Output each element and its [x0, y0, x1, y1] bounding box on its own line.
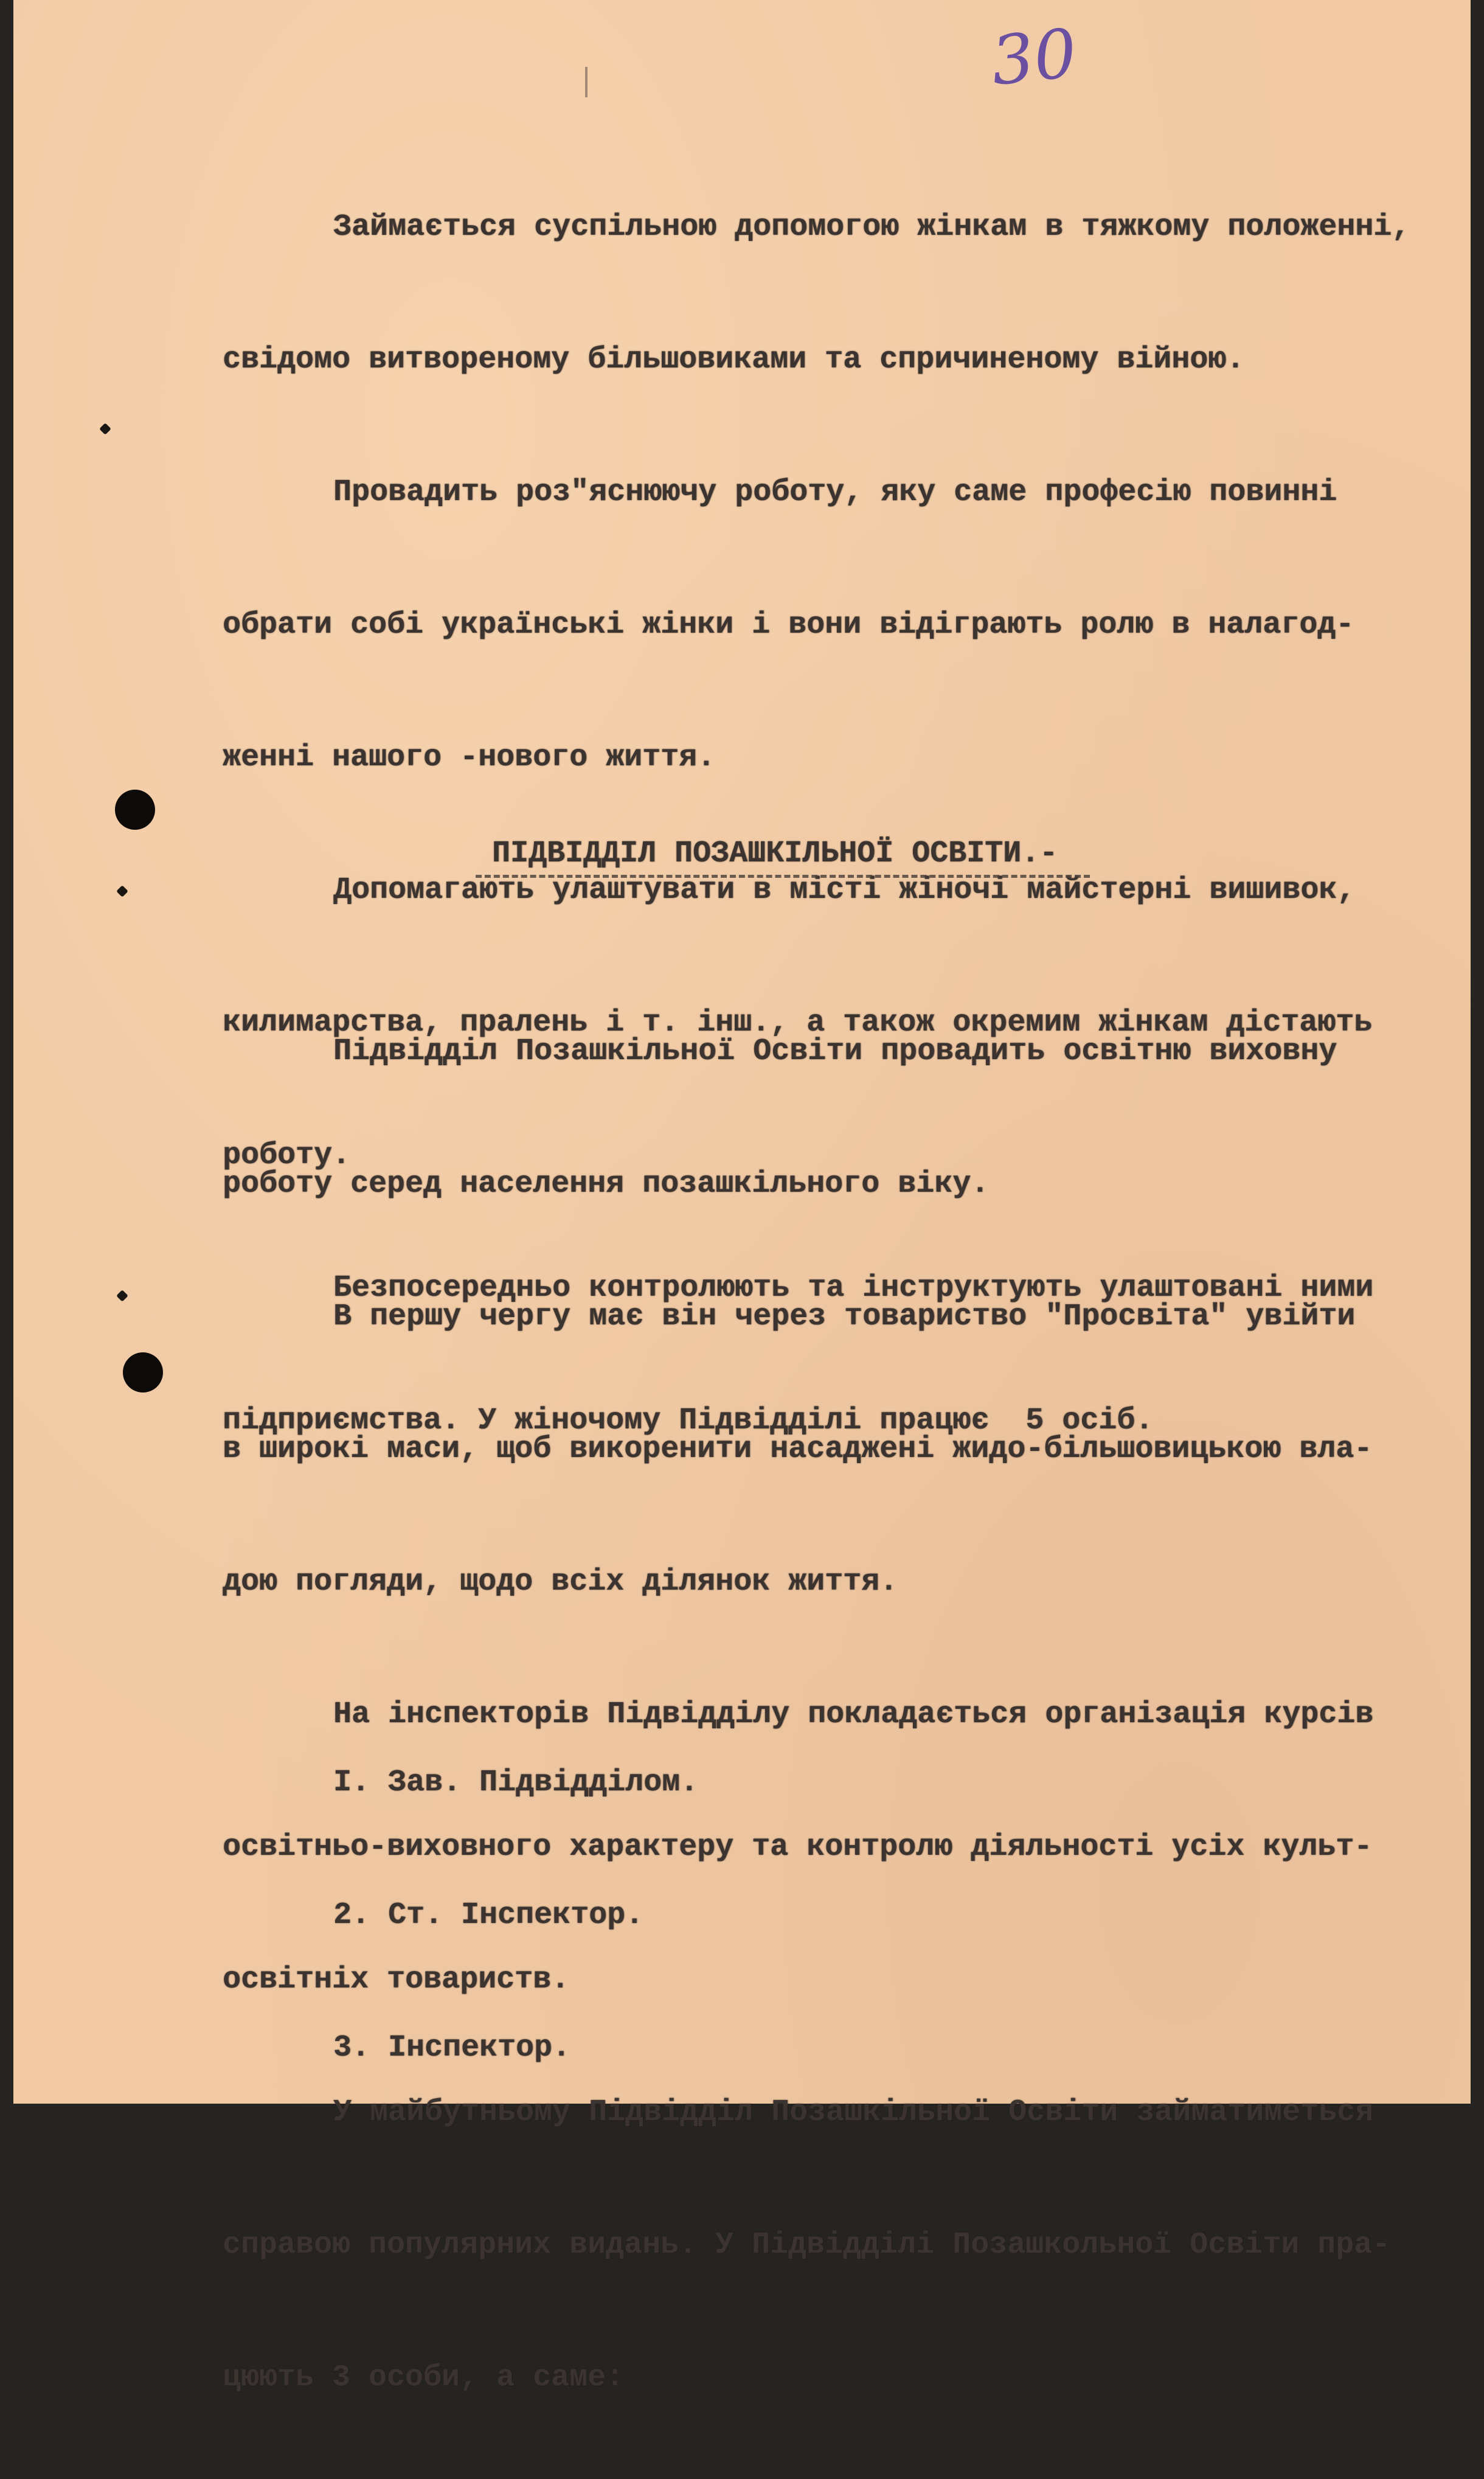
text-line: роботу серед населення позашкільного віку. — [223, 1167, 990, 1201]
staff-list — [223, 1682, 698, 2149]
text-line: освітніх товариств. — [223, 1963, 570, 1997]
heading-underline — [476, 875, 1090, 878]
staff-list-item: 2. Ст. Інспектор. — [333, 1898, 644, 1933]
text-line: У майбутньому Підвідділ Позашкільної Освіти займатиметься — [333, 2095, 1374, 2130]
text-line: дою погляди, щодо всіх ділянок життя. — [223, 1565, 898, 1599]
text-line: женні нашого -нового життя. — [223, 740, 716, 775]
punch-hole — [123, 1352, 163, 1392]
text-line: Допомагають улаштувати в місті жіночі майстерні вишивок, — [333, 873, 1356, 908]
text-line: в широкі маси, щоб викоренити насаджені жидо-більшовицькою вла- — [223, 1432, 1373, 1467]
document-page — [13, 0, 1471, 2395]
text-line: свідомо витвореному більшовиками та спричиненому війною. — [223, 342, 1245, 377]
staff-list-item: 3. Інспектор. — [333, 2031, 571, 2065]
text-line: підприємства. У жіночому Підвідділі працює 5 осіб. — [223, 1403, 1154, 1438]
text-line: справою популярних видань. У Підвідділі Позашкольної Освіти пра- — [223, 2228, 1391, 2262]
section-heading: ПІДВІДДІЛ ПОЗАШКІЛЬНОЇ ОСВІТИ.- — [492, 836, 1058, 871]
text-line: В першу чергу має він через товариство "Просвіта" увійти — [333, 1299, 1356, 1334]
paper-mark — [116, 1290, 128, 1302]
paper-mark — [99, 423, 111, 435]
text-line: Займається суспільною допомогою жінкам в тяжкому положенні, — [333, 210, 1410, 245]
text-line: Підвідділ Позашкільної Освіти провадить освітню виховну — [333, 1034, 1337, 1069]
text-line: цюють 3 особи, а саме: — [223, 2360, 625, 2395]
paper-mark — [585, 67, 588, 97]
punch-hole — [115, 790, 155, 830]
text-line: Безпосередньо контролюють та інструктують улаштовані ними — [333, 1271, 1374, 1306]
text-line: килимарства, пралень і т. інш., а також окремим жінкам дістають — [223, 1006, 1373, 1040]
paper-mark — [116, 885, 128, 897]
text-line: роботу. — [223, 1138, 351, 1173]
text-line: обрати собі українські жінки і вони відіграють ролю в налагод- — [223, 608, 1354, 642]
text-line: освітньо-виховного характеру та контролю діяльності усіх культ- — [223, 1830, 1373, 1865]
page-number: 30 — [987, 14, 1081, 100]
text-line: На інспекторів Підвідділу покладається організація курсів — [333, 1697, 1374, 1732]
text-line: Провадить роз"яснюючу роботу, яку саме професію повинні — [333, 475, 1337, 510]
staff-list-item: I. Зав. Підвідділом. — [333, 1765, 699, 1800]
